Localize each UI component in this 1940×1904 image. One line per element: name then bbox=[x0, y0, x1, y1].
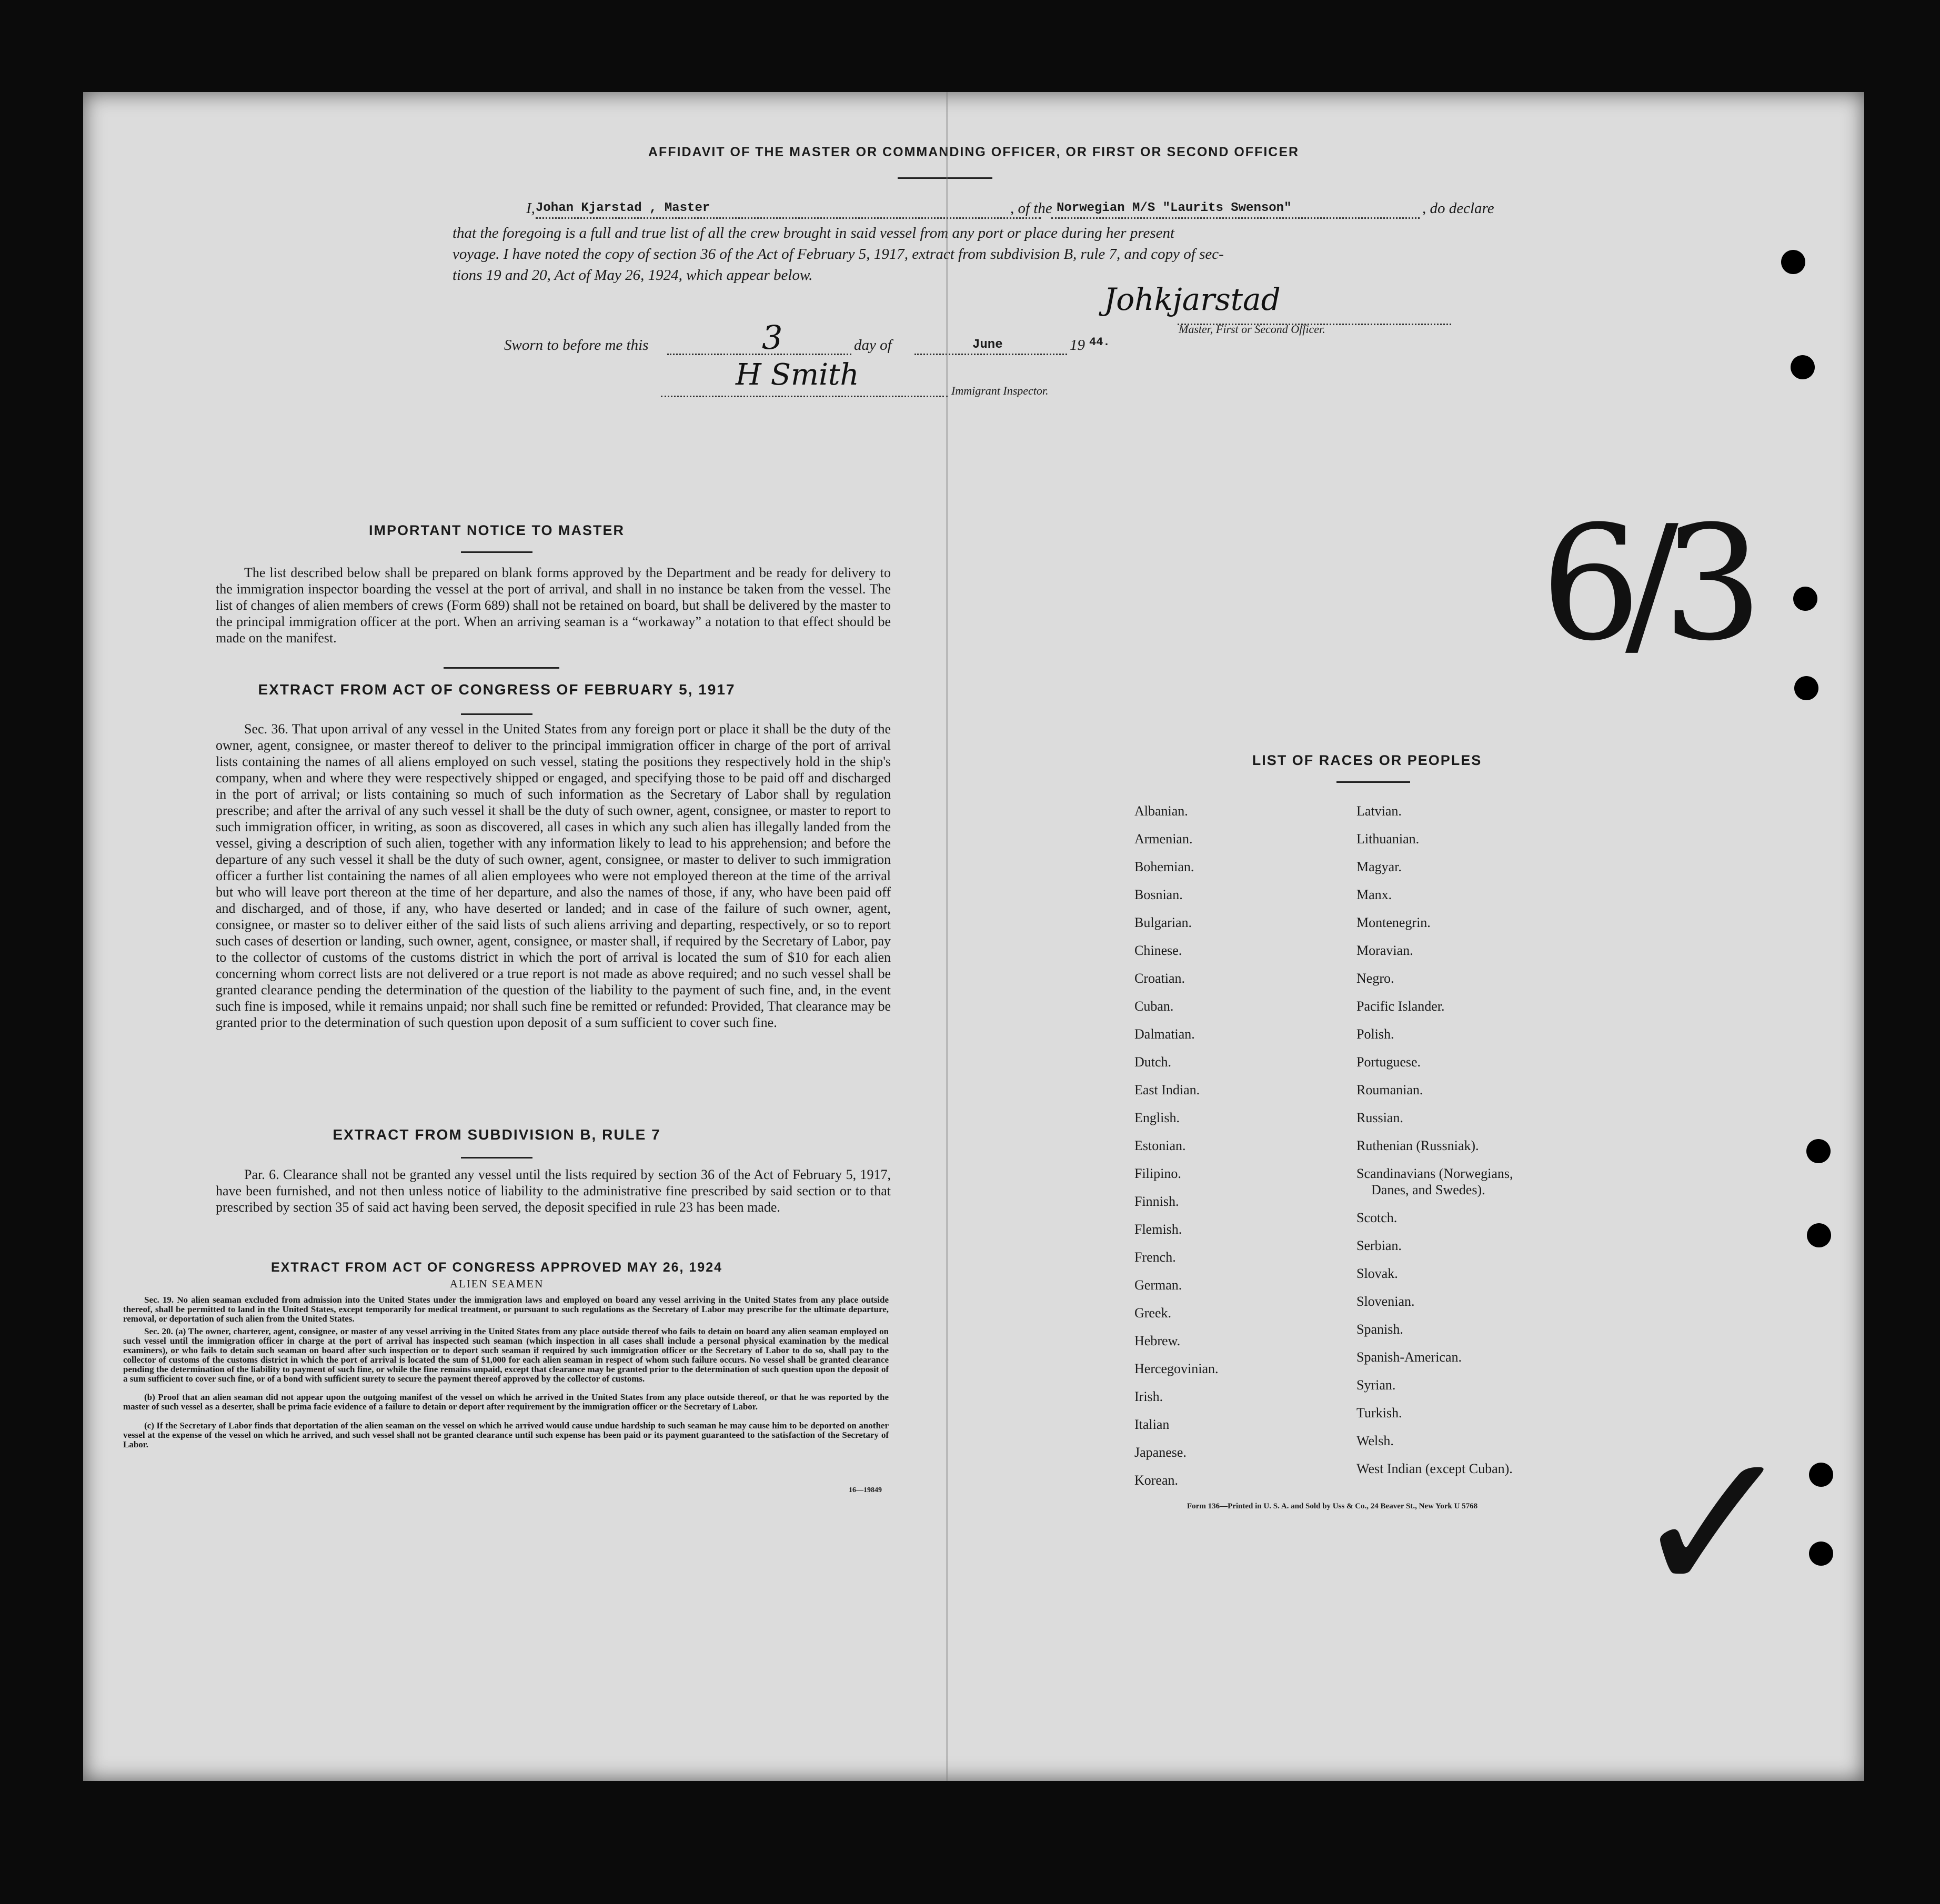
year-suffix: 44. bbox=[1089, 336, 1110, 349]
act1924-sec19: Sec. 19. No alien seaman excluded from admission into the United States under the immigration laws and employed on board any vessel arriving in the United States from any place outside thereof, shall be permitted to land in the United States, except temporarily for medical treatment, or pursuant to such regulations as the Secretary of Labor may prescribe for the ultimate departure, removal, or deportation of such alien from the United States. bbox=[123, 1295, 889, 1324]
punch-hole bbox=[1794, 676, 1818, 700]
race-item: Latvian. bbox=[1356, 803, 1402, 819]
punch-hole bbox=[1806, 1139, 1831, 1163]
race-item: Japanese. bbox=[1134, 1445, 1187, 1460]
race-item: Negro. bbox=[1356, 971, 1394, 986]
master-name: Johan Kjarstad , Master bbox=[536, 201, 710, 215]
race-item: Welsh. bbox=[1356, 1433, 1394, 1448]
act1924-form-number: 16—19849 bbox=[849, 1486, 882, 1494]
sworn-month: June bbox=[972, 338, 1003, 352]
race-item: Scotch. bbox=[1356, 1210, 1398, 1225]
race-item: Cuban. bbox=[1134, 999, 1174, 1014]
rule7-underline bbox=[461, 1157, 532, 1158]
of-the-label: , of the bbox=[1010, 200, 1052, 217]
race-item: Korean. bbox=[1134, 1473, 1179, 1488]
punch-hole bbox=[1807, 1223, 1831, 1247]
race-item: Hercegovinian. bbox=[1134, 1361, 1219, 1376]
race-item: Manx. bbox=[1356, 887, 1392, 902]
race-item: Slovak. bbox=[1356, 1266, 1398, 1281]
race-item: Polish. bbox=[1356, 1026, 1394, 1042]
year-prefix: 19 bbox=[1070, 337, 1085, 354]
race-item: Irish. bbox=[1134, 1389, 1163, 1404]
races-left-column bbox=[1134, 797, 1355, 1494]
vessel-line bbox=[1051, 217, 1420, 219]
punch-hole bbox=[1809, 1463, 1833, 1487]
affidavit-line2: that the foregoing is a full and true list of all the crew brought in said vessel from any port or place during her present bbox=[453, 225, 1175, 241]
divider-1 bbox=[444, 667, 559, 669]
race-item: East Indian. bbox=[1134, 1082, 1200, 1097]
race-item: Turkish. bbox=[1356, 1405, 1402, 1421]
race-item: Estonian. bbox=[1134, 1138, 1186, 1153]
race-item: Italian bbox=[1134, 1417, 1170, 1432]
race-item: Roumanian. bbox=[1356, 1082, 1423, 1097]
rule7-text: Par. 6. Clearance shall not be granted any vessel until the lists required by section 36 of the Act of February 5, 1917, have been furnished, and not then unless notice of liability to the administrative fine prescribed by said section or to that prescribed by section 35 of said act having been served, the deposit specified in rule 23 has been made. bbox=[216, 1167, 891, 1215]
race-item: Hebrew. bbox=[1134, 1333, 1181, 1348]
act1917-text: Sec. 36. That upon arrival of any vessel in the United States from any foreign port or place it shall be the duty of the owner, agent, consignee, or master thereof to deliver to the principal immigration officer in charge of the port of arrival lists containing the names of all aliens employed on such vessel, stating the positions they respectively hold in the ship's company, when and where they were respectively shipped or engaged, and specifying those to be paid off and discharged in the port of arrival; or lists containing so much of such information as the Secretary of Labor shall by regulation prescribe; and after the arrival of any such vessel it shall be the duty of such owner, agent, consignee, or master to report to such immigration officer, in writing, as soon as discovered, all cases in which any such alien has illegally landed from the vessel, giving a description of such alien, together with any information likely to lead to his apprehension; and before the departure of any such vessel it shall be the duty of such owner, agent, consignee, or master to deliver to such immigration officer a further list containing the names of all alien employees who were not employed thereon at the time of the arrival but who will leave port thereon at the time of her departure, and also the names of those, if any, who have been paid off and discharged, and of those, if any, who have deserted or landed; and in case of the failure of such owner, agent, consignee, or master so to deliver either of the said lists of such aliens arriving and departing, respectively, or so to report such cases of desertion or landing, such owner, agent, consignee, or master shall, if required by the Secretary of Labor, pay to the collector of customs of the customs district in which the port of arrival is located the sum of $10 for each alien concerning whom correct lists are not delivered or a true report is not made as above required; and no such vessel shall be granted clearance pending the determination of the question of the liability to the payment of such fine, and, in the event such fine is imposed, while it remains unpaid; nor shall such fine be remitted or refunded: Provided, That clearance may be granted prior to the determination of such question upon deposit of a sum sufficient to cover such fine. bbox=[216, 721, 891, 1030]
race-item: Dalmatian. bbox=[1134, 1026, 1195, 1042]
notice-heading: IMPORTANT NOTICE TO MASTER bbox=[369, 522, 625, 538]
race-item: Lithuanian. bbox=[1356, 831, 1420, 847]
race-item: Bulgarian. bbox=[1134, 915, 1192, 930]
race-item: West Indian (except Cuban). bbox=[1356, 1461, 1513, 1476]
sworn-prefix: Sworn to before me this bbox=[504, 337, 649, 354]
heading-underline bbox=[898, 177, 992, 179]
affidavit-line3: voyage. I have noted the copy of section 36 of the Act of February 5, 1917, extract from subdivision B, rule 7, and copy of sec- bbox=[453, 246, 1224, 263]
race-item: Greek. bbox=[1134, 1305, 1172, 1321]
races-heading: LIST OF RACES OR PEOPLES bbox=[1252, 752, 1482, 768]
race-item: Pacific Islander. bbox=[1356, 999, 1445, 1014]
day-of-label: day of bbox=[854, 337, 892, 354]
race-item: Montenegrin. bbox=[1356, 915, 1431, 930]
race-item: German. bbox=[1134, 1277, 1182, 1293]
master-name-line bbox=[536, 217, 1041, 219]
notice-underline bbox=[461, 551, 532, 553]
race-item: English. bbox=[1134, 1110, 1180, 1125]
race-item: Portuguese. bbox=[1356, 1054, 1421, 1070]
race-item: Spanish. bbox=[1356, 1322, 1403, 1337]
act1917-heading: EXTRACT FROM ACT OF CONGRESS OF FEBRUARY 5, 1917 bbox=[258, 681, 736, 698]
month-line bbox=[914, 354, 1067, 355]
notice-text: The list described below shall be prepared on blank forms approved by the Department and be ready for delivery to the immigration inspector boarding the vessel at the port of arrival, and shall in no instance be taken from the vessel. The list of changes of alien members of crews (Form 689) shall not be retained on board, but shall be delivered by the master to the principal immigration officer at the port. When an arriving seaman is a “workaway” a notation to that effect should be made on the manifest. bbox=[216, 565, 891, 646]
race-item: Chinese. bbox=[1134, 943, 1182, 958]
day-line bbox=[667, 354, 851, 355]
race-item: Danes, and Swedes). bbox=[1371, 1182, 1485, 1197]
vessel-name: Norwegian M/S "Laurits Swenson" bbox=[1057, 201, 1292, 215]
fold-line bbox=[946, 92, 948, 1781]
rule7-heading: EXTRACT FROM SUBDIVISION B, RULE 7 bbox=[333, 1126, 661, 1143]
inspector-caption: Immigrant Inspector. bbox=[951, 384, 1049, 397]
race-item: Scandinavians (Norwegians, bbox=[1356, 1166, 1513, 1181]
master-signature: Johkjarstad bbox=[1104, 281, 1281, 317]
inspector-line bbox=[661, 396, 948, 397]
punch-hole bbox=[1809, 1542, 1833, 1566]
page-number-annotation: 6/3 bbox=[1541, 492, 1747, 676]
act1924-sec20b: (b) Proof that an alien seaman did not appear upon the outgoing manifest of the vessel on which he arrived in the United States from any place outside thereof, or that he was reported by the master of such vessel as a deserter, shall be prima facie evidence of a failure to detain or deport after requirement by the immigration officer or the Secretary of Labor. bbox=[123, 1392, 889, 1412]
race-item: Magyar. bbox=[1356, 859, 1402, 874]
race-item: Slovenian. bbox=[1356, 1294, 1415, 1309]
signature-caption: Master, First or Second Officer. bbox=[1179, 323, 1325, 336]
race-item: Bosnian. bbox=[1134, 887, 1183, 902]
race-item: Moravian. bbox=[1356, 943, 1413, 958]
affidavit-line4: tions 19 and 20, Act of May 26, 1924, which appear below. bbox=[453, 267, 813, 284]
race-item: Bohemian. bbox=[1134, 859, 1194, 874]
race-item: French. bbox=[1134, 1250, 1176, 1265]
act1924-sec20c: (c) If the Secretary of Labor finds that deportation of the alien seaman on the vessel on which he arrived would cause undue hardship to such seaman he may cause him to be deported on another vessel at the expense of the vessel on which he arrived, and such vessel shall not be granted clearance until such expense has been paid or its payment guaranteed to the satisfaction of the Secretary of Labor. bbox=[123, 1421, 889, 1449]
act1924-subheading: ALIEN SEAMEN bbox=[449, 1277, 544, 1290]
affidavit-heading: AFFIDAVIT OF THE MASTER OR COMMANDING OFFICER, OR FIRST OR SECOND OFFICER bbox=[648, 145, 1300, 159]
act1924-heading: EXTRACT FROM ACT OF CONGRESS APPROVED MAY 26, 1924 bbox=[270, 1260, 723, 1275]
race-item: Dutch. bbox=[1134, 1054, 1172, 1070]
act1917-underline bbox=[461, 713, 532, 715]
race-item: Armenian. bbox=[1134, 831, 1193, 847]
race-item: Serbian. bbox=[1356, 1238, 1402, 1253]
inspector-signature: H Smith bbox=[736, 358, 859, 392]
race-item: Finnish. bbox=[1134, 1194, 1179, 1209]
races-underline bbox=[1336, 781, 1410, 783]
document-page bbox=[83, 92, 1864, 1781]
race-item: Ruthenian (Russniak). bbox=[1356, 1138, 1479, 1153]
races-right-column bbox=[1356, 797, 1651, 1483]
race-item: Filipino. bbox=[1134, 1166, 1181, 1181]
punch-hole bbox=[1791, 355, 1815, 379]
race-item: Russian. bbox=[1356, 1110, 1403, 1125]
check-mark-annotation: ✓ bbox=[1630, 1407, 1798, 1640]
form-info: Form 136—Printed in U. S. A. and Sold by Uss & Co., 24 Beaver St., New York U 5768 bbox=[1187, 1502, 1478, 1510]
race-item: Spanish-American. bbox=[1356, 1349, 1462, 1365]
act1924-sec20a: Sec. 20. (a) The owner, charterer, agent, consignee, or master of any vessel arriving in the United States from any place outside thereof who fails to detain on board any alien seaman employed on such vessel until the immigration officer in charge at the port of arrival has inspected such seaman (which inspection in all cases shall include a personal physical examination by the medical examiners), or who fails to detain such seaman on board after such inspection or to deport such seaman if required by such immigration officer or the Secretary of Labor to do so, shall pay to the collector of customs of the customs district in which the port of arrival is located the sum of $1,000 for each alien seaman in respect of whom such failure occurs. No vessel shall be granted clearance pending the determination of the liability to payment of such fine, or while the fine remains unpaid, except that clearance may be granted prior to the determination of such question upon the deposit of a sum sufficient to cover such fine, or of a bond with sufficient surety to secure the payment thereof approved by the collector of customs. bbox=[123, 1326, 889, 1384]
race-item: Syrian. bbox=[1356, 1377, 1396, 1393]
race-item: Flemish. bbox=[1134, 1222, 1182, 1237]
do-declare-label: , do declare bbox=[1422, 200, 1494, 217]
punch-hole bbox=[1781, 250, 1805, 274]
sworn-day: 3 bbox=[762, 318, 783, 357]
race-item: Croatian. bbox=[1134, 971, 1185, 986]
race-item: Albanian. bbox=[1134, 803, 1188, 819]
affidavit-line1-prefix: I, bbox=[526, 200, 535, 217]
punch-hole bbox=[1793, 587, 1817, 611]
